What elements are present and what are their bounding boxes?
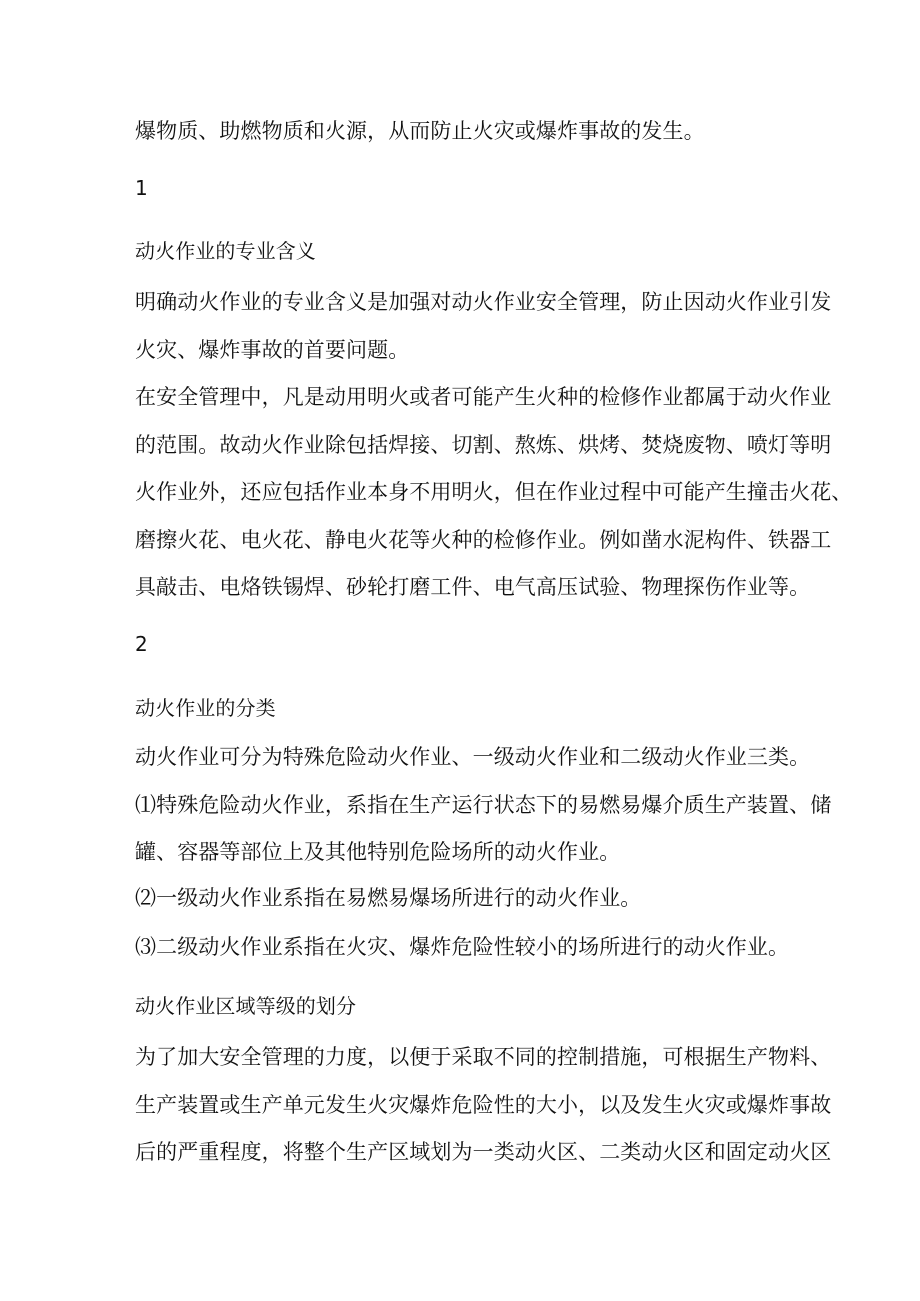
paragraph-line: 在安全管理中，凡是动用明火或者可能产生火种的检修作业都属于动火作业 (135, 385, 832, 409)
paragraph-line: 动火作业可分为特殊危险动火作业、一级动火作业和二级动火作业三类。 (135, 745, 811, 769)
paragraph-line: 明确动火作业的专业含义是加强对动火作业安全管理，防止因动火作业引发 (135, 290, 832, 314)
paragraph-line: 的范围。故动火作业除包括焊接、切割、熬炼、烘烤、焚烧废物、喷灯等明 (135, 433, 832, 457)
section-heading: 动火作业的专业含义 (135, 239, 316, 263)
paragraph-line: 后的严重程度，将整个生产区域划为一类动火区、二类动火区和固定动火区 (135, 1140, 832, 1164)
section-heading: 动火作业的分类 (135, 696, 276, 720)
section-number: 2 (135, 632, 148, 656)
list-item-line: ⑶二级动火作业系指在火灾、爆炸危险性较小的场所进行的动火作业。 (135, 935, 790, 959)
paragraph-line: 火灾、爆炸事故的首要问题。 (135, 338, 410, 362)
section-heading: 动火作业区域等级的划分 (135, 994, 357, 1018)
paragraph-line: 磨擦火花、电火花、静电火花等火种的检修作业。例如凿水泥构件、铁器工 (135, 528, 832, 552)
section-number: 1 (135, 176, 148, 200)
paragraph-line: 火作业外，还应包括作业本身不用明火，但在作业过程中可能产生撞击火花、 (135, 480, 853, 504)
paragraph-line: 具敲击、电烙铁锡焊、砂轮打磨工件、电气高压试验、物理探伤作业等。 (135, 575, 811, 599)
paragraph-line: 生产装置或生产单元发生火灾爆炸危险性的大小，以及发生火灾或爆炸事故 (135, 1093, 832, 1117)
paragraph-line: 爆物质、助燃物质和火源，从而防止火灾或爆炸事故的发生。 (135, 119, 705, 143)
list-item-line: ⑵一级动火作业系指在易燃易爆场所进行的动火作业。 (135, 886, 642, 910)
paragraph-line: 为了加大安全管理的力度，以便于采取不同的控制措施，可根据生产物料、 (135, 1045, 832, 1069)
list-item-line: ⑴特殊危险动火作业，系指在生产运行状态下的易燃易爆介质生产装置、储 (135, 793, 832, 817)
list-item-line: 罐、容器等部位上及其他特别危险场所的动火作业。 (135, 840, 621, 864)
